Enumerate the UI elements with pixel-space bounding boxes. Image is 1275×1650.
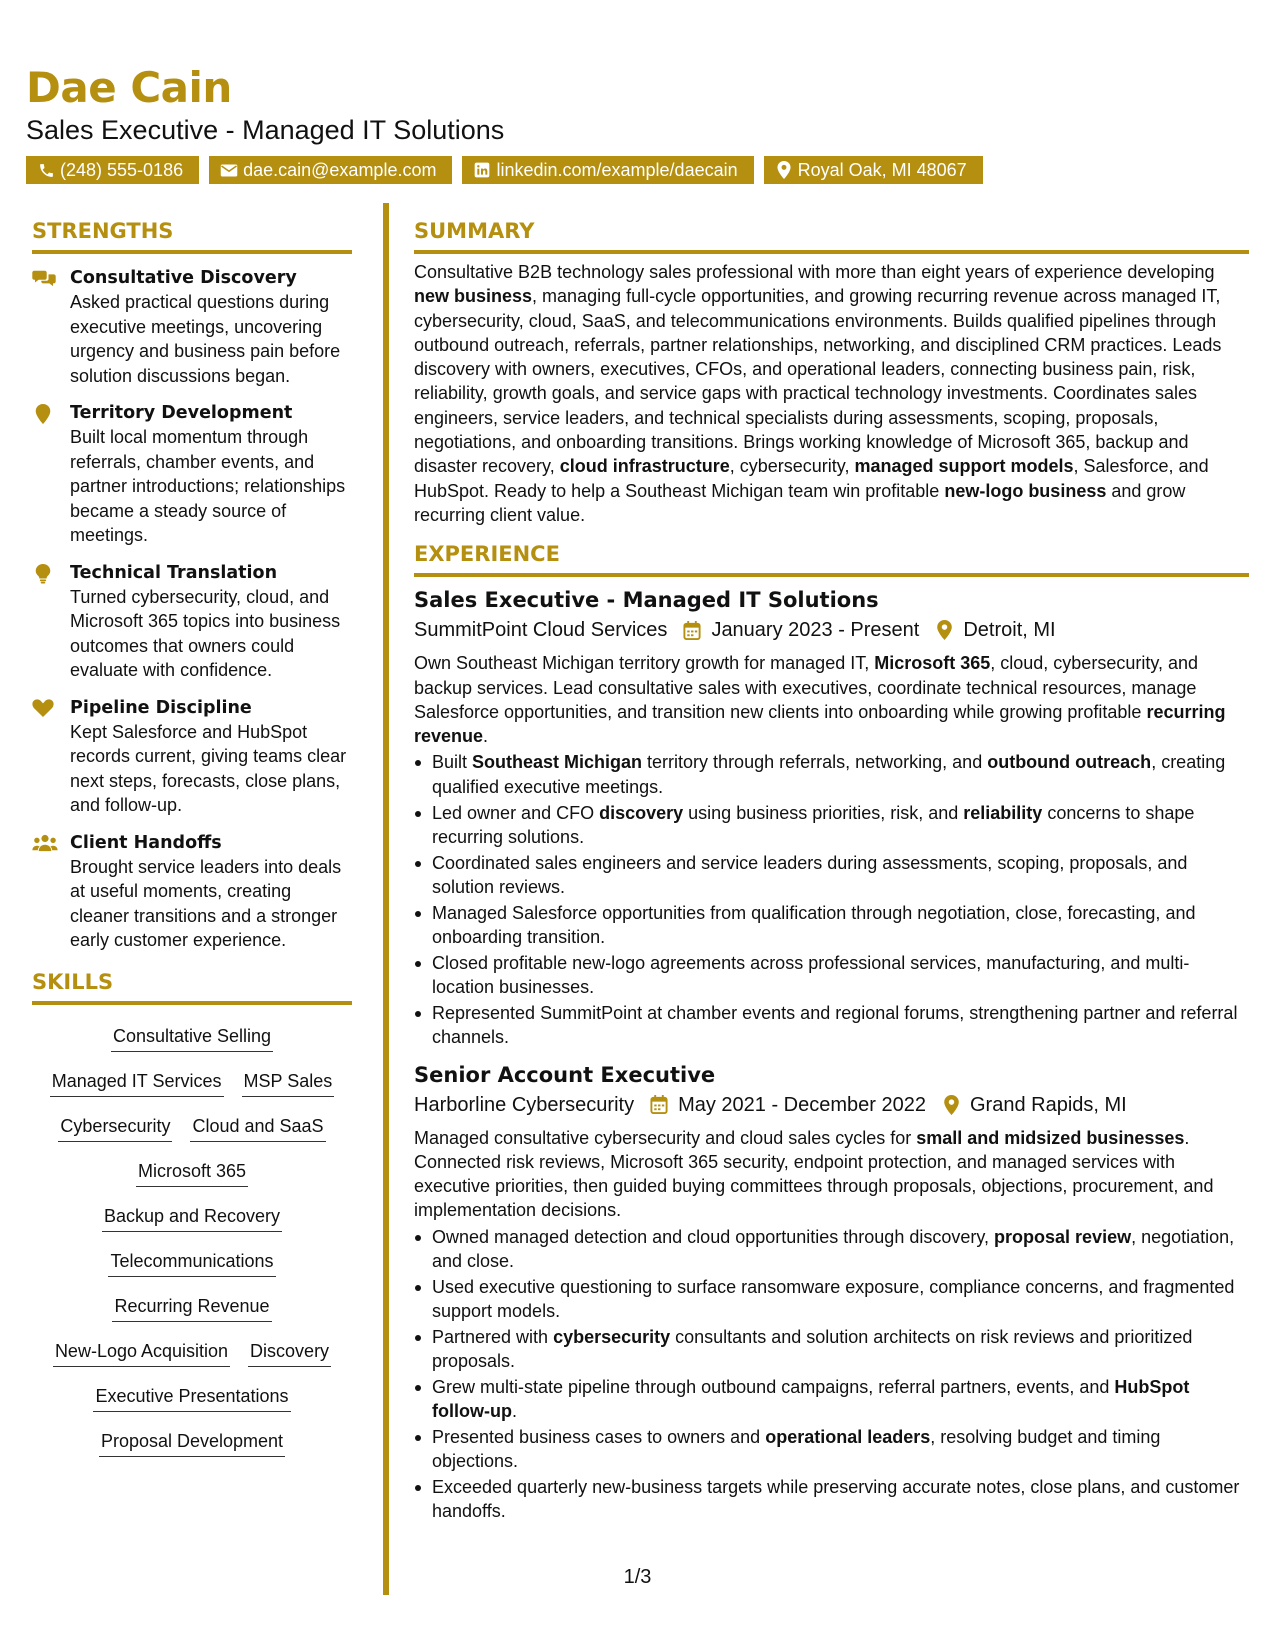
contact-linkedin-text: linkedin.com/example/daecain [496,160,738,180]
contact-phone[interactable] [26,156,199,184]
skill-tag: Backup and Recovery [102,1205,282,1232]
skill-tag: Managed IT Services [50,1070,224,1097]
job-meta [414,615,1249,645]
summary-text: Consultative B2B technology sales professional with more than eight years of experience developing new business, managing full-cycle opportunities, and growing recurring revenue across managed IT, cybersecurity, cloud, SaaS, and telecommunications environments. Builds qualified pipelines through outbound outreach, referrals, partner relationships, networking, and disciplined CRM practices. Leads discovery with owners, executives, CFOs, and operational leaders, connecting business pain, risk, reliability, growth goals, and service gaps with practical technology investments. Coordinates sales engineers, service leaders, and technical specialists during assessments, scoping, proposals, negotiations, and onboarding transitions. Brings working knowledge of Microsoft 365, backup and disaster recovery, cloud infrastructure, cybersecurity, managed support models, Salesforce, and HubSpot. Ready to help a Southeast Michigan team win profitable new-logo business and grow recurring client value. [414,262,1222,525]
contact-location[interactable] [764,156,983,184]
candidate-name: Dae Cain [26,63,232,112]
strength-title: Technical Translation [70,562,278,583]
job-title: Senior Account Executive [414,1062,716,1087]
list-item: Grew multi-state pipeline through outbound campaigns, referral partners, events, and HubSpot follow-up. [414,1375,1249,1424]
heart-icon [32,696,70,818]
strength-item [32,831,352,953]
contact-email-text: dae.cain@example.com [243,160,437,180]
map-pin-icon [774,160,794,180]
job-title: Sales Executive - Managed IT Solutions [414,588,879,613]
contact-email[interactable] [209,156,452,184]
job-description: Managed consultative cybersecurity and cloud sales cycles for small and midsized businesses. Connected risk reviews, Microsoft 365 security, endpoint protection, and managed services with executive priorities, then guided buying committees through proposals, objections, procurement, and implementation decisions. [414,1127,1214,1221]
experience-section [414,539,1249,1524]
comments-icon [32,266,70,388]
map-marker-icon [32,401,70,548]
skill-tag: Telecommunications [108,1250,275,1277]
list-item: Partnered with cybersecurity consultants and solution architects on risk reviews and prioritized proposals. [414,1325,1249,1374]
column-divider [383,203,389,1595]
list-item: Led owner and CFO discovery using business priorities, risk, and reliability concerns to shape recurring solutions. [414,801,1249,850]
skills-row [108,1238,275,1283]
skills-row [99,1418,285,1463]
contact-linkedin[interactable] [462,156,753,184]
left-column [32,216,352,1463]
strength-description: Kept Salesforce and HubSpot records current, giving teams clear next steps, forecasts, close plans, and follow-up. [70,721,347,815]
calendar-icon [648,1094,670,1116]
strength-description: Built local momentum through referrals, chamber events, and partner introductions; relationships became a steady source of meetings. [70,427,346,545]
lightbulb-icon [32,561,70,683]
list-item: Exceeded quarterly new-business targets while preserving accurate notes, close plans, and customer handoffs. [414,1475,1249,1524]
skill-tag: New-Logo Acquisition [53,1340,230,1367]
contact-bar [26,156,1256,184]
skill-tag: MSP Sales [242,1070,335,1097]
skills-row [58,1103,325,1148]
skill-tag: Cloud and SaaS [190,1115,325,1142]
strength-item [32,696,352,818]
candidate-role: Sales Executive - Managed IT Solutions [26,115,505,145]
job-meta [414,1090,1249,1120]
list-item: Built Southeast Michigan territory through referrals, networking, and outbound outreach, creating qualified executive meetings. [414,750,1249,799]
skill-tag: Microsoft 365 [136,1160,248,1187]
list-item: Closed profitable new-logo agreements across professional services, manufacturing, and multi-location businesses. [414,951,1249,1000]
map-pin-icon [940,1094,962,1116]
skills-row [136,1148,248,1193]
skill-tag: Recurring Revenue [112,1295,271,1322]
users-icon [32,831,70,953]
job-location: Detroit, MI [963,619,1056,642]
experience-heading: EXPERIENCE [414,539,1249,577]
job-company: SummitPoint Cloud Services [414,619,668,642]
skills-row [50,1058,334,1103]
skills-heading: SKILLS [32,967,352,1005]
strength-description: Brought service leaders into deals at useful moments, creating cleaner transitions and a stronger early customer experience. [70,856,342,950]
skills-row [102,1193,282,1238]
strength-item [32,561,352,683]
skill-tag: Discovery [248,1340,331,1367]
envelope-icon [219,160,239,180]
job-entry [414,1060,1249,1524]
summary-heading: SUMMARY [414,216,1249,254]
page-number: 1/3 [623,1566,652,1588]
list-item: Presented business cases to owners and operational leaders, resolving budget and timing objections. [414,1425,1249,1474]
skills-row [53,1328,331,1373]
strength-description: Asked practical questions during executive meetings, uncovering urgency and business pain before solution discussions began. [70,292,341,386]
strength-title: Client Handoffs [70,832,222,853]
strengths-section [32,216,352,953]
job-bullets [414,750,1249,1049]
job-bullets [414,1225,1249,1524]
job-entry [414,585,1249,1049]
summary-section [414,216,1249,527]
list-item: Used executive questioning to surface ransomware exposure, compliance concerns, and fragmented support models. [414,1275,1249,1324]
calendar-icon [681,619,703,641]
job-dates: May 2021 - December 2022 [678,1093,926,1116]
skill-tag: Proposal Development [99,1430,285,1457]
strength-title: Territory Development [70,403,293,423]
strength-title: Pipeline Discipline [70,697,252,718]
contact-location-text: Royal Oak, MI 48067 [797,160,967,180]
list-item: Represented SummitPoint at chamber events and regional forums, strengthening partner and referral channels. [414,1001,1249,1050]
strength-description: Turned cybersecurity, cloud, and Microsoft 365 topics into business outcomes that owners could evaluate with confidence. [70,586,341,680]
job-company: Harborline Cybersecurity [414,1093,635,1116]
strengths-heading: STRENGTHS [32,216,352,254]
list-item: Coordinated sales engineers and service leaders during assessments, scoping, proposals, and solution reviews. [414,851,1249,900]
job-description: Own Southeast Michigan territory growth for managed IT, Microsoft 365, cloud, cybersecurity, and backup services. Lead consultative sales with executives, coordinate technical resources, manage Salesforce opportunities, and transition new clients into onboarding while growing profitable recurring revenue. [414,653,1226,747]
job-dates: January 2023 - Present [711,619,920,642]
right-column [414,216,1249,1525]
skills-row [93,1373,290,1418]
skills-row [111,1013,273,1058]
linkedin-icon [472,160,492,180]
map-pin-icon [933,619,955,641]
job-location: Grand Rapids, MI [970,1093,1127,1116]
strength-item [32,401,352,548]
resume-header [26,62,1256,184]
list-item: Owned managed detection and cloud opportunities through discovery, proposal review, negotiation, and close. [414,1225,1249,1274]
list-item: Managed Salesforce opportunities from qualification through negotiation, close, forecasting, and onboarding transition. [414,901,1249,950]
phone-icon [36,160,56,180]
skill-tag: Consultative Selling [111,1025,273,1052]
skills-row [112,1283,271,1328]
skills-section [32,967,352,1463]
contact-phone-text: (248) 555-0186 [60,160,184,180]
strength-item [32,266,352,388]
skill-tag: Executive Presentations [93,1385,290,1412]
strength-title: Consultative Discovery [70,268,297,288]
skill-tag: Cybersecurity [58,1115,172,1142]
